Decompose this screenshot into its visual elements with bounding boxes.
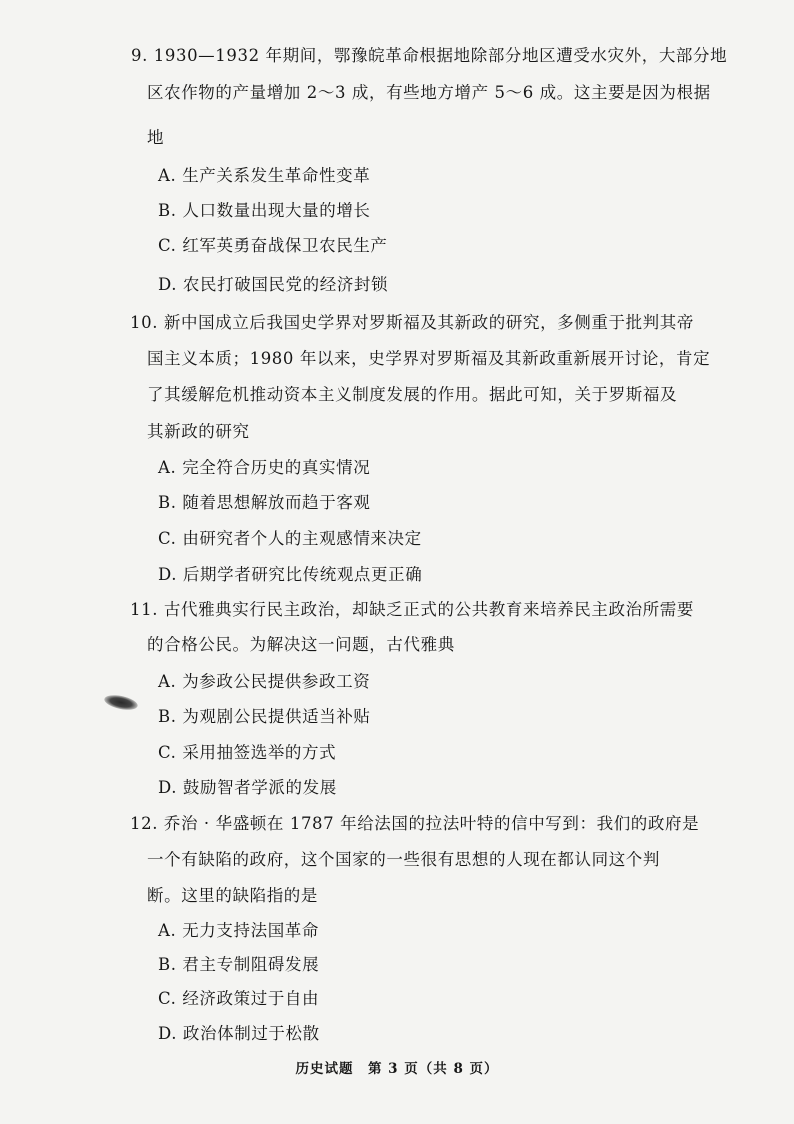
option-c: C. 采用抽签选举的方式: [158, 743, 337, 762]
question-stem-line: 国主义本质；1980 年以来，史学界对罗斯福及其新政重新展开讨论，肯定: [147, 349, 711, 368]
question-stem-line: 其新政的研究: [147, 422, 250, 441]
option-b: B. 人口数量出现大量的增长: [158, 201, 371, 220]
question-stem-line: 11. 古代雅典实行民主政治，却缺乏正式的公共教育来培养民主政治所需要: [130, 600, 694, 619]
page-footer: 历史试题 第 3 页（共 8 页）: [295, 1061, 499, 1077]
question-stem-line: 区农作物的产量增加 2～3 成，有些地方增产 5～6 成。这主要是因为根据: [147, 83, 711, 102]
question-stem-line: 10. 新中国成立后我国史学界对罗斯福及其新政的研究，多侧重于批判其帝: [130, 313, 694, 332]
question-stem-line: 9. 1930—1932 年期间，鄂豫皖革命根据地除部分地区遭受水灾外，大部分地: [131, 46, 728, 65]
option-d: D. 后期学者研究比传统观点更正确: [158, 565, 423, 584]
question-stem-line: 断。这里的缺陷指的是: [147, 886, 318, 905]
option-c: C. 红军英勇奋战保卫农民生产: [158, 236, 388, 255]
question-stem-line: 一个有缺陷的政府，这个国家的一些很有思想的人现在都认同这个判: [147, 850, 660, 869]
option-d: D. 鼓励智者学派的发展: [158, 778, 337, 797]
option-d: D. 农民打破国民党的经济封锁: [158, 275, 389, 294]
option-a: A. 为参政公民提供参政工资: [158, 672, 371, 691]
option-c: C. 由研究者个人的主观感情来决定: [158, 529, 422, 548]
option-c: C. 经济政策过于自由: [158, 989, 320, 1008]
question-stem-line: 地: [147, 128, 165, 147]
option-d: D. 政治体制过于松散: [158, 1024, 320, 1043]
question-stem-line: 了其缓解危机推动资本主义制度发展的作用。据此可知，关于罗斯福及: [147, 385, 678, 404]
option-a: A. 完全符合历史的真实情况: [158, 458, 371, 477]
option-a: A. 生产关系发生革命性变革: [158, 166, 371, 185]
option-a: A. 无力支持法国革命: [158, 921, 320, 940]
question-stem-line: 的合格公民。为解决这一问题，古代雅典: [147, 635, 455, 654]
ink-smudge: [103, 693, 139, 713]
option-b: B. 随着思想解放而趋于客观: [158, 493, 371, 512]
option-b: B. 君主专制阻碍发展: [158, 955, 320, 974]
question-stem-line: 12. 乔治 · 华盛顿在 1787 年给法国的拉法叶特的信中写到：我们的政府是: [130, 814, 700, 833]
option-b: B. 为观剧公民提供适当补贴: [158, 707, 371, 726]
